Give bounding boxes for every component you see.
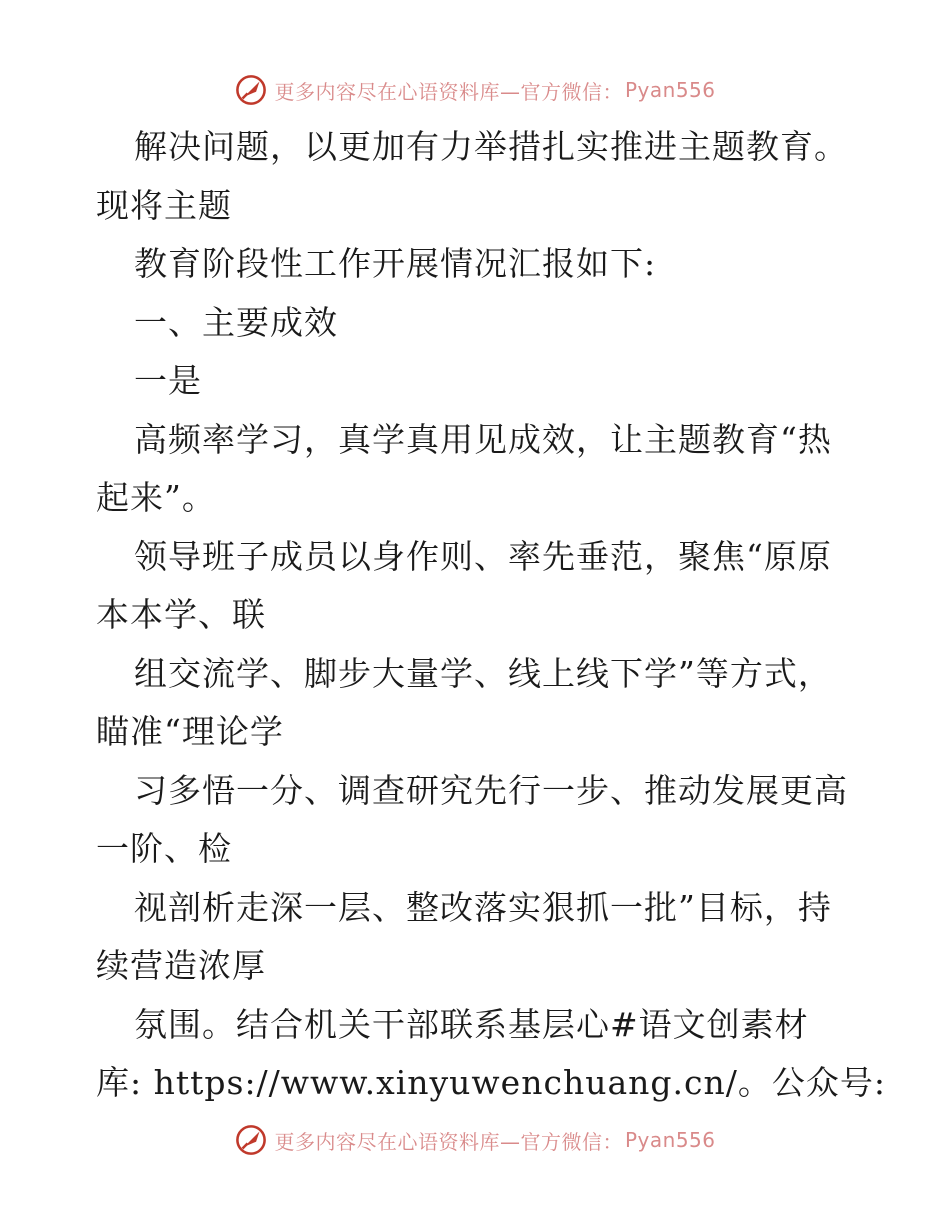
paragraph-line: 一阶、检 xyxy=(96,829,232,868)
paragraph-line: 氛围。结合机关干部联系基层心#语文创素材 xyxy=(134,1004,809,1044)
paragraph-line: 习多悟一分、调查研究先行一步、推动发展更高 xyxy=(134,770,848,810)
paragraph-line: 库: https://www.xinyuwenchuang.cn/。公众号: xyxy=(96,1063,886,1102)
paragraph-line: 高频率学习，真学真用见成效，让主题教育“热 xyxy=(134,419,832,459)
paragraph-line: 起来”。 xyxy=(96,478,216,517)
subsection-heading: 一是 xyxy=(134,361,202,400)
paragraph-line: 瞄准“理论学 xyxy=(96,712,284,751)
quill-logo-icon xyxy=(234,73,268,107)
paragraph-line: 视剖析走深一层、整改落实狠抓一批”目标，持 xyxy=(134,887,832,927)
paragraph-line: 解决问题，以更加有力举措扎实推进主题教育。 xyxy=(134,127,848,166)
watermark-wechat-id: Pyan556 xyxy=(624,78,716,102)
footer-watermark xyxy=(0,1120,950,1160)
paragraph-line: 续营造浓厚 xyxy=(96,946,266,985)
paragraph-line: 现将主题 xyxy=(96,185,232,225)
section-heading: 一、主要成效 xyxy=(134,302,338,342)
paragraph-line: 组交流学、脚步大量学、线上线下学”等方式， xyxy=(134,653,832,693)
paragraph-line: 领导班子成员以身作则、率先垂范，聚焦“原原 xyxy=(134,536,832,576)
watermark-text: 更多内容尽在心语资料库—官方微信： xyxy=(274,1129,623,1154)
document-body xyxy=(96,118,886,1113)
watermark-text: 更多内容尽在心语资料库—官方微信： xyxy=(274,79,623,104)
paragraph-line: 本本学、联 xyxy=(96,595,266,634)
watermark-wechat-id: Pyan556 xyxy=(624,1128,716,1152)
header-watermark xyxy=(0,70,950,110)
quill-logo-icon xyxy=(234,1123,268,1157)
paragraph-line: 教育阶段性工作开展情况汇报如下: xyxy=(134,244,657,283)
